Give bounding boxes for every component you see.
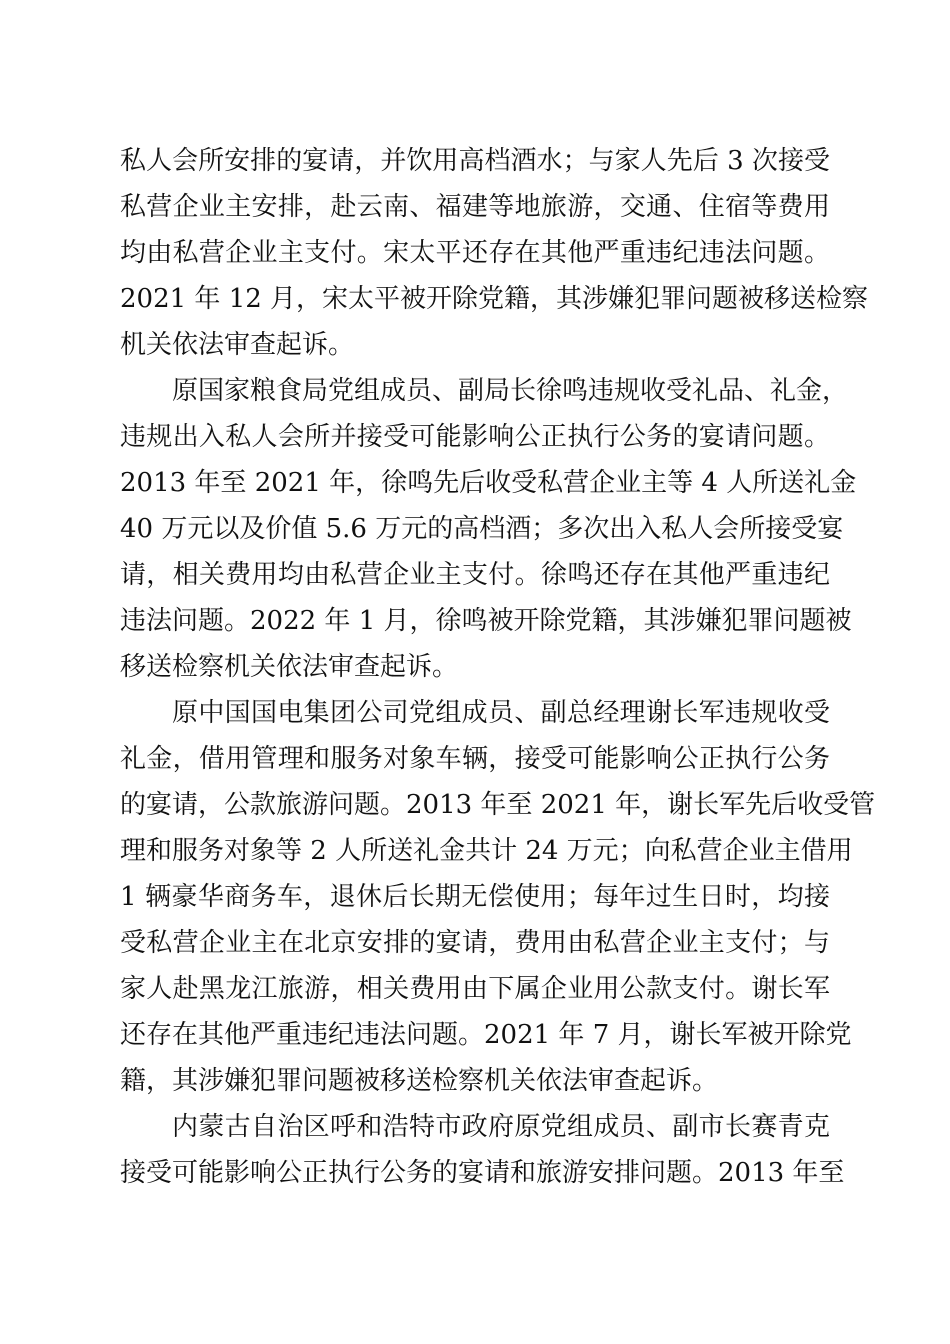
text-line: 40 万元以及价值 5.6 万元的高档酒；多次出入私人会所接受宴 xyxy=(120,514,844,544)
text-line: 的宴请，公款旅游问题。2013 年至 2021 年，谢长军先后收受管 xyxy=(120,790,876,820)
text-line: 籍，其涉嫌犯罪问题被移送检察机关依法审查起诉。 xyxy=(120,1066,719,1096)
text-line: 移送检察机关依法审查起诉。 xyxy=(120,652,459,682)
paragraph-song-taiping xyxy=(120,138,869,368)
text-line: 私人会所安排的宴请，并饮用高档酒水；与家人先后 3 次接受 xyxy=(120,146,830,176)
text-line: 内蒙古自治区呼和浩特市政府原党组成员、副市长赛青克 xyxy=(172,1112,830,1142)
text-line: 受私营企业主在北京安排的宴请，费用由私营企业主支付；与 xyxy=(120,928,830,958)
text-line: 礼金，借用管理和服务对象车辆，接受可能影响公正执行公务 xyxy=(120,744,830,774)
paragraph-xie-changjun xyxy=(120,690,876,1104)
text-line: 接受可能影响公正执行公务的宴请和旅游安排问题。2013 年至 xyxy=(120,1158,845,1188)
text-line: 均由私营企业主支付。宋太平还存在其他严重违纪违法问题。 xyxy=(120,238,830,268)
text-line: 原国家粮食局党组成员、副局长徐鸣违规收受礼品、礼金， xyxy=(172,376,849,406)
text-line: 违规出入私人会所并接受可能影响公正执行公务的宴请问题。 xyxy=(120,422,830,452)
text-line: 请，相关费用均由私营企业主支付。徐鸣还存在其他严重违纪 xyxy=(120,560,830,590)
text-line: 原中国国电集团公司党组成员、副总经理谢长军违规收受 xyxy=(172,698,830,728)
text-line: 1 辆豪华商务车，退休后长期无偿使用；每年过生日时，均接 xyxy=(120,882,830,912)
paragraph-sai-qingke xyxy=(120,1104,845,1196)
paragraph-xu-ming xyxy=(120,368,857,690)
text-line: 违法问题。2022 年 1 月，徐鸣被开除党籍，其涉嫌犯罪问题被 xyxy=(120,606,852,636)
text-line: 2021 年 12 月，宋太平被开除党籍，其涉嫌犯罪问题被移送检察 xyxy=(120,284,869,314)
text-line: 理和服务对象等 2 人所送礼金共计 24 万元；向私营企业主借用 xyxy=(120,836,853,866)
text-line: 还存在其他严重违纪违法问题。2021 年 7 月，谢长军被开除党 xyxy=(120,1020,852,1050)
text-line: 私营企业主安排，赴云南、福建等地旅游，交通、住宿等费用 xyxy=(120,192,830,222)
text-line: 家人赴黑龙江旅游，相关费用由下属企业用公款支付。谢长军 xyxy=(120,974,830,1004)
text-line: 2013 年至 2021 年，徐鸣先后收受私营企业主等 4 人所送礼金 xyxy=(120,468,857,498)
document-body xyxy=(120,138,876,1196)
text-line: 机关依法审查起诉。 xyxy=(120,330,355,360)
